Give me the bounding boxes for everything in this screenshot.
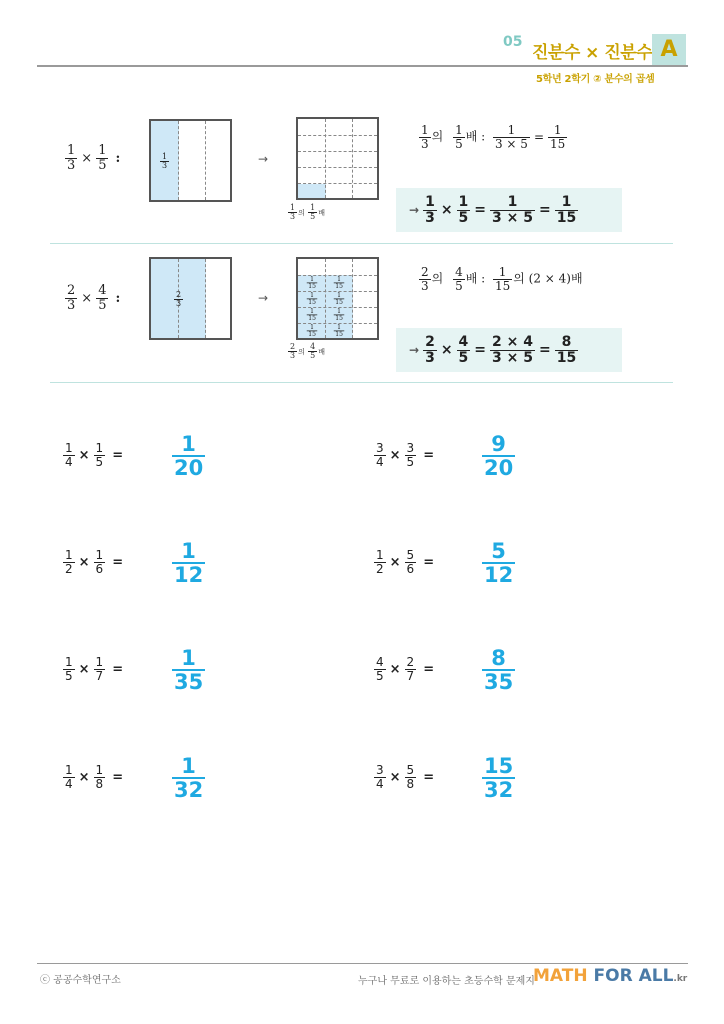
- shaded-cell: [298, 184, 326, 200]
- problem-1: $\frac{1}{4}$ × $\frac{1}{5}$ =: [65, 441, 124, 469]
- logo-math: MATH: [533, 966, 588, 986]
- example-1-grid-caption: $\frac{1}{3}$ 의 $\frac{1}{5}$ 배: [290, 203, 325, 222]
- problem-4: $\frac{1}{2}$ × $\frac{5}{6}$ =: [376, 548, 435, 576]
- problem-3: $\frac{1}{2}$ × $\frac{1}{6}$ =: [65, 548, 124, 576]
- site-logo: [533, 966, 687, 986]
- answer-6: 8 35: [484, 646, 514, 695]
- example-divider: [50, 243, 673, 244]
- example-2-grid-caption: $\frac{2}{3}$ 의 $\frac{4}{5}$ 배: [290, 342, 325, 361]
- footer-slogan: 누구나 무료로 이용하는 초등수학 문제지: [358, 976, 535, 987]
- example-1-bar-model: $\frac{1}{3}$: [149, 119, 232, 202]
- example-divider: [50, 382, 673, 383]
- example-2-bar-model: $\frac{2}{3}$: [149, 257, 232, 340]
- answer-3: 1 12: [174, 539, 204, 588]
- level-badge: A: [652, 34, 686, 66]
- example-1-grid-model: [296, 117, 379, 200]
- logo-kr: .kr: [673, 974, 688, 984]
- header-divider: [37, 65, 688, 67]
- problem-5: $\frac{1}{5}$ × $\frac{1}{7}$ =: [65, 655, 124, 683]
- example-2-grid-model: [296, 257, 379, 340]
- page-subtitle: 5학년 2학기 ② 분수의 곱셈: [536, 74, 655, 85]
- copyright: ⓒ 공공수학연구소: [40, 975, 121, 986]
- footer-divider: [37, 963, 688, 964]
- answer-4: 5 12: [484, 539, 514, 588]
- answer-2: 9 20: [484, 432, 514, 481]
- answer-5: 1 35: [174, 646, 204, 695]
- answer-7: 1 32: [174, 754, 204, 803]
- problem-7: $\frac{1}{4}$ × $\frac{1}{8}$ =: [65, 763, 124, 791]
- example-2-explanation: $\frac{2}{3}$ 의 $\frac{4}{5}$ 배 : $\frac{1}{15}$ 의 (2 × 4)배: [421, 265, 583, 293]
- problem-8: $\frac{3}{4}$ × $\frac{5}{8}$ =: [376, 763, 435, 791]
- example-2-expression: $\frac{2}{3}$ × $\frac{4}{5}$ :: [67, 283, 121, 313]
- problem-2: $\frac{3}{4}$ × $\frac{3}{5}$ =: [376, 441, 435, 469]
- example-1-explanation: $\frac{1}{3}$ 의 $\frac{1}{5}$ 배 : $\frac{1}{3 \times 5}$ = $\frac{1}{15}$: [421, 123, 566, 151]
- cell-labels: $\frac{1}{15}$ $\frac{1}{15}$ $\frac{1}{15}$ $\frac{1}{15}$ $\frac{1}{15}$ $\frac{1}{15}$ $\frac{1}{15}$ $\frac{1}{15}$: [308, 275, 343, 338]
- example-1-expression: $\frac{1}{3}$ × $\frac{1}{5}$ :: [67, 143, 121, 173]
- page-title: 진분수 × 진분수: [532, 43, 653, 63]
- example-2-result: → $\frac{2}{3}$ × $\frac{4}{5}$ = $\frac{2 \times 4}{3 \times 5}$ = $\frac{8}{15}$: [396, 328, 622, 372]
- arrow-icon: →: [258, 152, 269, 166]
- arrow-icon: →: [258, 291, 269, 305]
- problem-6: $\frac{4}{5}$ × $\frac{2}{7}$ =: [376, 655, 435, 683]
- answer-8: 15 32: [484, 754, 514, 803]
- logo-forall: FOR ALL: [593, 966, 674, 986]
- answer-1: 1 20: [174, 432, 204, 481]
- unit-number: 05: [503, 34, 523, 50]
- example-1-result: → $\frac{1}{3}$ × $\frac{1}{5}$ = $\frac{1}{3 \times 5}$ = $\frac{1}{15}$: [396, 188, 622, 232]
